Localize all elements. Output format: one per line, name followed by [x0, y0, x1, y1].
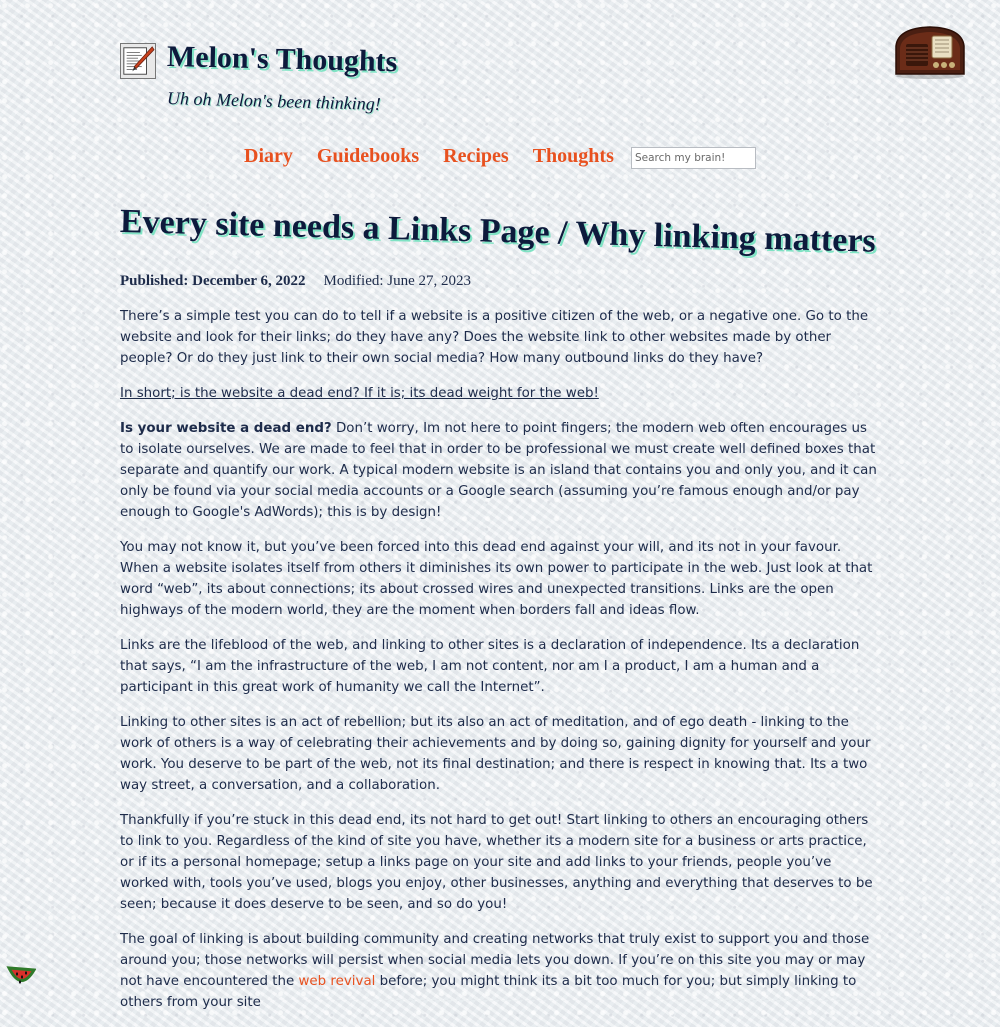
- search-input[interactable]: [631, 147, 756, 169]
- published-date: Published: December 6, 2022: [120, 273, 306, 289]
- main-nav: [244, 145, 614, 168]
- modified-date: Modified: June 27, 2023: [323, 273, 472, 289]
- site-tagline: Uh oh Melon's been thinking!: [166, 88, 382, 114]
- bold-lead: Is your website a dead end?: [120, 421, 332, 436]
- watermelon-slice-icon[interactable]: [6, 962, 36, 990]
- paragraph: [120, 929, 882, 1013]
- paragraph: Linking to other sites is an act of rebellion; but its also an act of meditation, and of ego death - linking to the work of others is a way of celebrating their achievements and by doing so, gaining dignity for yourself and your work. You deserve to be part of the web, not its final destination; and there is respect in knowing that. Its a two way street, a conversation, and a collaboration.: [120, 715, 871, 793]
- paragraph-text: Don’t worry, Im not here to point fingers; the modern web often encourages us to isolate ourselves. We are made to feel that in order to be professional we must create well defined boxes that separate and quantify our work. A typical modern website is an island that contains you and only you, and it can only be found via your social media accounts or a Google search (assuming you’re famous enough and/or pay enough to Google's AdWords); this is by design!: [120, 421, 877, 520]
- nav-diary[interactable]: Diary: [244, 145, 293, 167]
- site-title[interactable]: Melon's Thoughts: [166, 40, 398, 79]
- paragraph: Thankfully if you’re stuck in this dead end, its not hard to get out! Start linking to others an encouraging others to link to you. Regardless of the kind of site you have, whether its a modern site for a business or arts practice, or if its a personal homepage; setup a links page on your site and add links to your friends, people you’ve worked with, tools you’ve used, blogs you enjoy, other businesses, anything and everything that deserves to be seen; because it does deserve to be seen, and so do you!: [120, 813, 873, 912]
- quill-notepad-icon[interactable]: [120, 43, 156, 79]
- paragraph-text: The goal of linking is about building community and creating networks that truly exist to support you and those around you; those networks will persist when social media lets you down. If you’re on this site you may or may not have encountered the: [120, 932, 870, 989]
- vintage-radio-icon[interactable]: [892, 24, 967, 80]
- paragraph: [120, 383, 882, 404]
- article-body: [120, 306, 882, 1027]
- article-title: Every site needs a Links Page / Why linking matters: [119, 203, 877, 260]
- paragraph: There’s a simple test you can do to tell if a website is a positive citizen of the web, or a negative one. Go to the website and look for their links; do they have any? Does the website link to other websites made by other people? Or do they just link to their own social media? How many outbound links do they have?: [120, 309, 869, 366]
- paragraph: You may not know it, but you’ve been forced into this dead end against your will, and its not in your favour. When a website isolates itself from others it diminishes its own power to participate in the web. Just look at that word “web”, its about connections; its about crossed wires and unexpected transitions. Links are the open highways of the modern world, they are the moment when borders fall and ideas flow.: [120, 540, 873, 618]
- nav-recipes[interactable]: Recipes: [443, 145, 509, 167]
- nav-guidebooks[interactable]: Guidebooks: [316, 145, 420, 167]
- paragraph: [120, 418, 882, 523]
- article-meta: [120, 273, 471, 290]
- dead-end-summary: In short; is the website a dead end? If it is; its dead weight for the web!: [120, 386, 599, 401]
- nav-thoughts[interactable]: Thoughts: [532, 145, 614, 167]
- paragraph-text: before; you might think its a bit too much for you; but simply linking to others from your site: [120, 974, 857, 1010]
- web-revival-link[interactable]: web revival: [298, 974, 376, 989]
- paragraph: Links are the lifeblood of the web, and linking to other sites is a declaration of independence. Its a declaration that says, “I am the infrastructure of the web, I am not content, nor am I a product, I am a human and a participant in this great work of humanity we call the Internet”.: [120, 638, 860, 695]
